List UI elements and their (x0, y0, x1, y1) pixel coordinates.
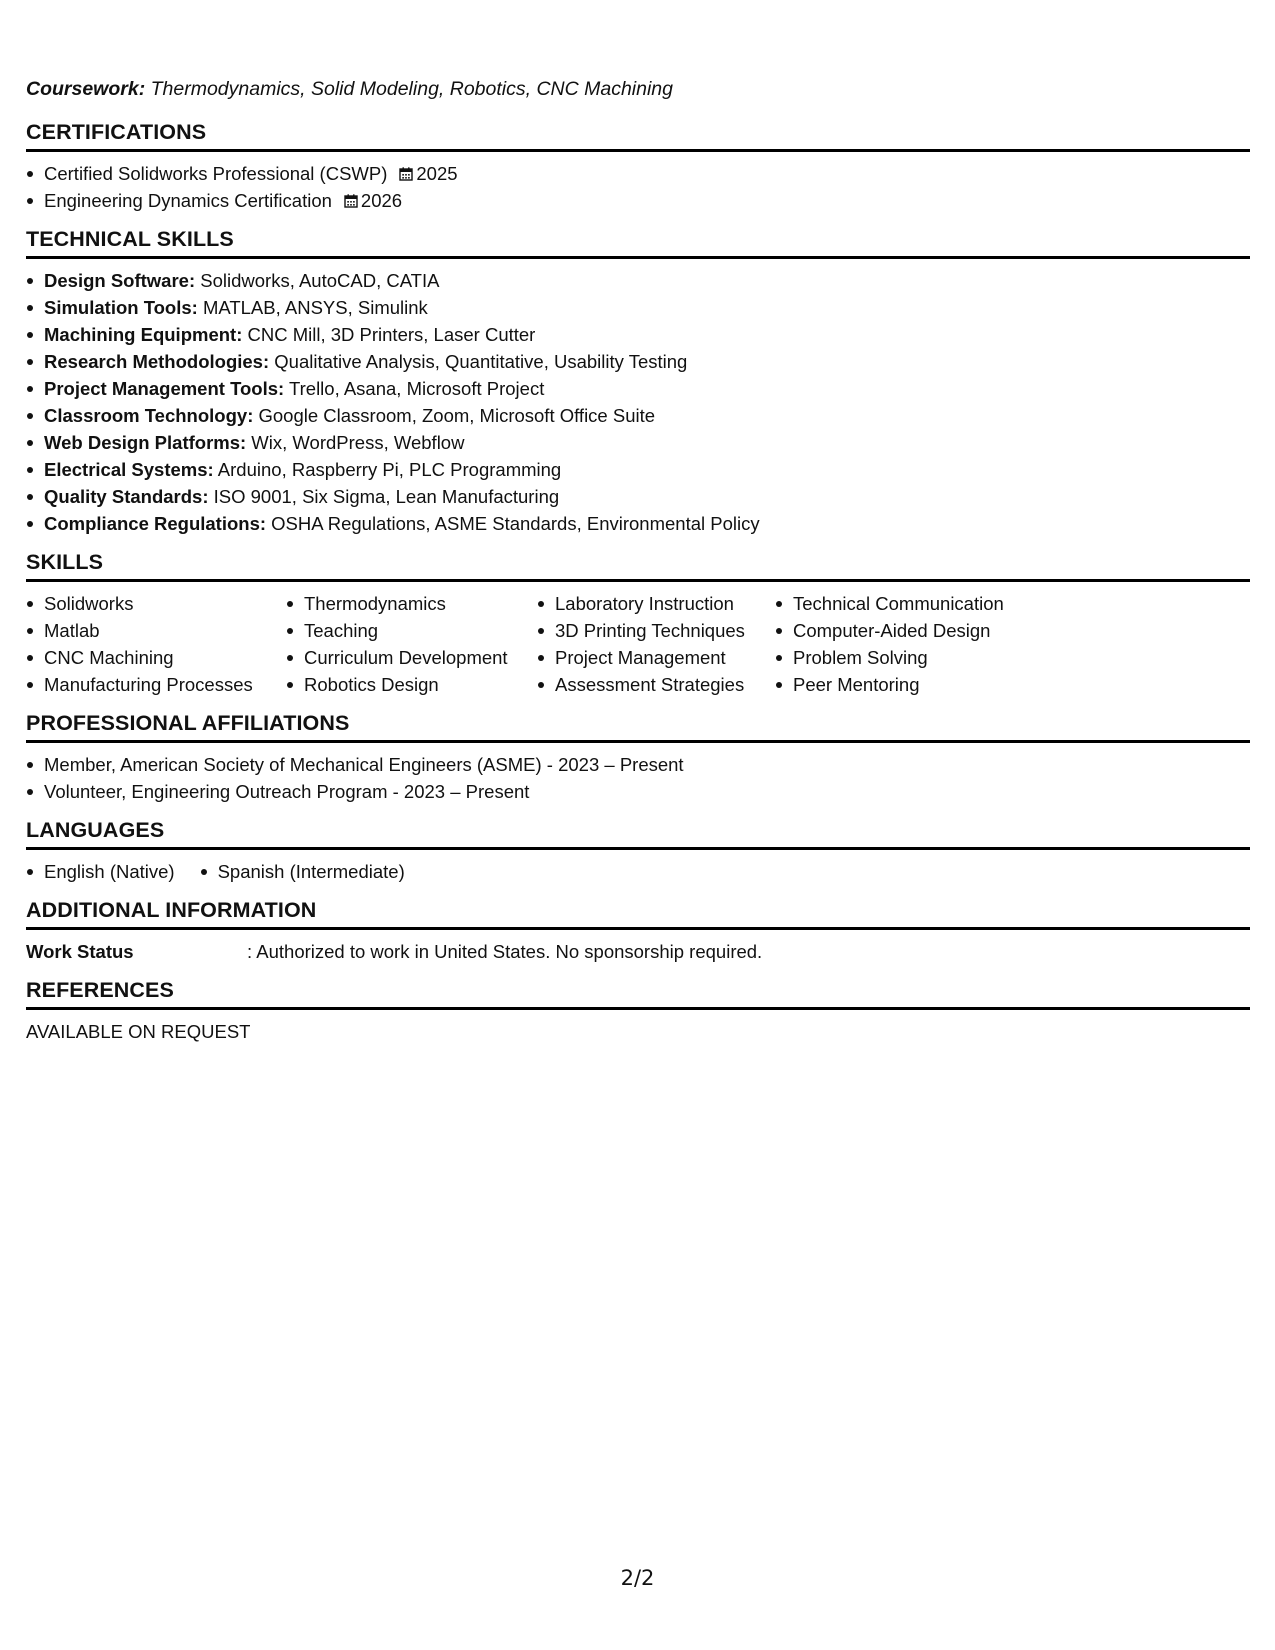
skill-values: OSHA Regulations, ASME Standards, Environmental Policy (266, 513, 760, 534)
technical-skill-item (26, 294, 1250, 321)
skill-category: Web Design Platforms: (44, 432, 247, 453)
technical-skills-heading: TECHNICAL SKILLS (26, 227, 1250, 259)
certification-item (26, 187, 1250, 214)
skill-values: CNC Mill, 3D Printers, Laser Cutter (242, 324, 536, 345)
technical-skill-item (26, 429, 1250, 456)
skill-item: 3D Printing Techniques (537, 617, 775, 644)
work-status-value: : Authorized to work in United States. No sponsorship required. (247, 941, 763, 962)
skill-item: Technical Communication (775, 590, 1075, 617)
skill-values: Arduino, Raspberry Pi, PLC Programming (213, 459, 562, 480)
skill-item: Robotics Design (286, 671, 537, 698)
affiliation-item: Volunteer, Engineering Outreach Program - 2023 – Present (26, 778, 1250, 805)
language-item: Spanish (Intermediate) (200, 858, 405, 885)
certification-name: Engineering Dynamics Certification (44, 190, 332, 211)
certifications-list (26, 160, 1250, 214)
technical-skill-item (26, 348, 1250, 375)
technical-skill-item (26, 456, 1250, 483)
affiliations-heading: PROFESSIONAL AFFILIATIONS (26, 711, 1250, 743)
skill-values: Google Classroom, Zoom, Microsoft Office Suite (253, 405, 656, 426)
skill-item: CNC Machining (26, 644, 286, 671)
skill-item: Solidworks (26, 590, 286, 617)
skill-item: Peer Mentoring (775, 671, 1075, 698)
additional-info-heading: ADDITIONAL INFORMATION (26, 898, 1250, 930)
skill-category: Compliance Regulations: (44, 513, 267, 534)
technical-skill-item (26, 402, 1250, 429)
work-status-row (26, 938, 1250, 965)
certification-name: Certified Solidworks Professional (CSWP) (44, 163, 388, 184)
languages-list (26, 858, 1250, 885)
technical-skills-section (26, 227, 1250, 537)
resume-page (26, 78, 1250, 1058)
technical-skill-item (26, 483, 1250, 510)
skill-values: Solidworks, AutoCAD, CATIA (195, 270, 440, 291)
work-status-label: Work Status (26, 941, 134, 962)
calendar-icon (344, 194, 358, 208)
skill-item: Manufacturing Processes (26, 671, 286, 698)
skill-item: Computer-Aided Design (775, 617, 1075, 644)
language-item: English (Native) (26, 858, 175, 885)
skill-item: Thermodynamics (286, 590, 537, 617)
additional-info-section (26, 898, 1250, 965)
certifications-section (26, 120, 1250, 214)
technical-skill-item (26, 267, 1250, 294)
skill-values: Qualitative Analysis, Quantitative, Usability Testing (269, 351, 688, 372)
skill-values: MATLAB, ANSYS, Simulink (197, 297, 428, 318)
skill-item: Teaching (286, 617, 537, 644)
certification-item (26, 160, 1250, 187)
references-section (26, 978, 1250, 1045)
skills-column (537, 590, 775, 698)
certifications-heading: CERTIFICATIONS (26, 120, 1250, 152)
affiliation-item: Member, American Society of Mechanical Engineers (ASME) - 2023 – Present (26, 751, 1250, 778)
skill-item: Curriculum Development (286, 644, 537, 671)
skills-column (286, 590, 537, 698)
skill-category: Machining Equipment: (44, 324, 243, 345)
affiliations-list (26, 751, 1250, 805)
skill-values: Wix, WordPress, Webflow (246, 432, 465, 453)
languages-heading: LANGUAGES (26, 818, 1250, 850)
technical-skills-list (26, 267, 1250, 537)
coursework-value: Thermodynamics, Solid Modeling, Robotics, CNC Machining (145, 78, 673, 100)
skills-heading: SKILLS (26, 550, 1250, 582)
skill-category: Design Software: (44, 270, 196, 291)
page-number: 2/2 (620, 1566, 655, 1590)
skill-values: Trello, Asana, Microsoft Project (284, 378, 545, 399)
skill-values: ISO 9001, Six Sigma, Lean Manufacturing (208, 486, 560, 507)
coursework-label: Coursework: (26, 78, 146, 100)
references-text: AVAILABLE ON REQUEST (26, 1021, 251, 1042)
skill-category: Project Management Tools: (44, 378, 285, 399)
calendar-icon (399, 167, 413, 181)
skill-category: Classroom Technology: (44, 405, 254, 426)
languages-section (26, 818, 1250, 885)
skill-category: Quality Standards: (44, 486, 209, 507)
technical-skill-item (26, 510, 1250, 537)
skills-column (26, 590, 286, 698)
coursework-line (26, 78, 1250, 101)
skill-category: Electrical Systems: (44, 459, 214, 480)
certification-year: 2025 (416, 163, 458, 184)
skills-column (775, 590, 1075, 698)
skill-item: Laboratory Instruction (537, 590, 775, 617)
affiliations-section (26, 711, 1250, 805)
skills-section (26, 550, 1250, 698)
technical-skill-item (26, 375, 1250, 402)
skill-category: Simulation Tools: (44, 297, 198, 318)
certification-year: 2026 (360, 190, 403, 211)
skill-item: Assessment Strategies (537, 671, 775, 698)
skill-item: Project Management (537, 644, 775, 671)
technical-skill-item (26, 321, 1250, 348)
skill-item: Matlab (26, 617, 286, 644)
skills-grid (26, 590, 1250, 698)
skill-category: Research Methodologies: (44, 351, 270, 372)
references-heading: REFERENCES (26, 978, 1250, 1010)
skill-item: Problem Solving (775, 644, 1075, 671)
